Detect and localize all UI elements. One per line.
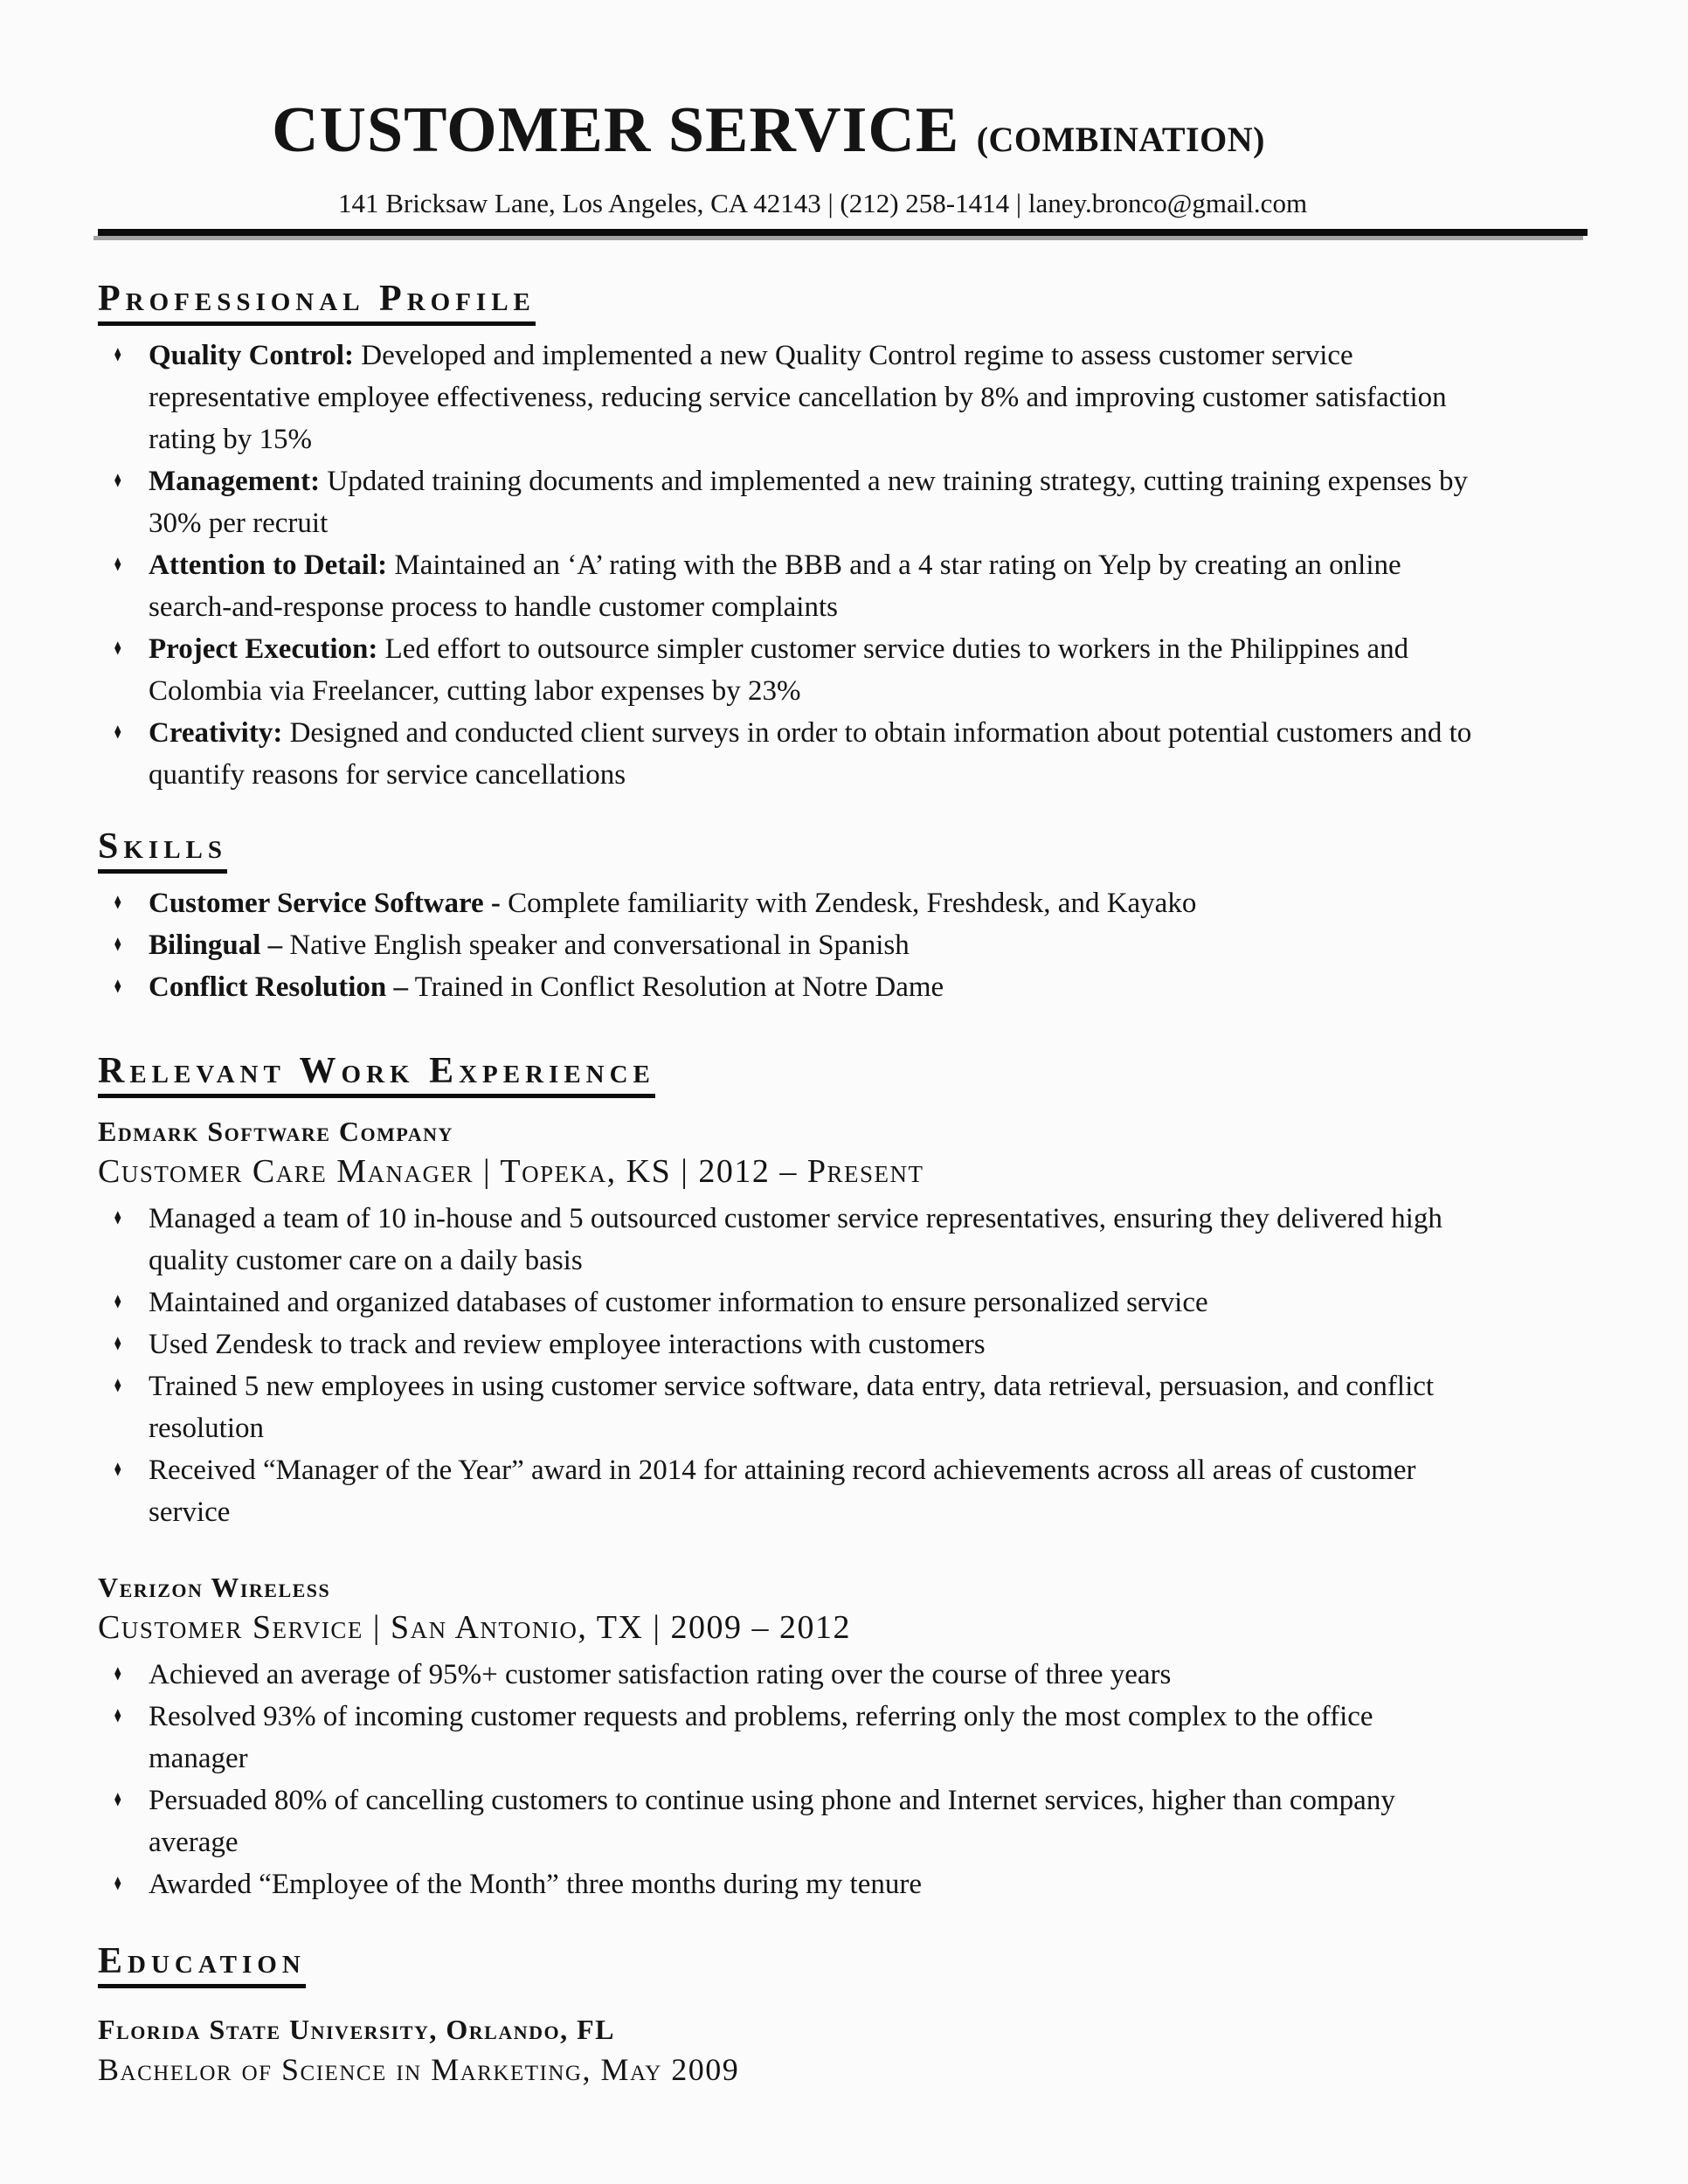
list-item: [98, 1198, 1588, 1282]
diamond-bullet-icon: ♦: [113, 1790, 123, 1812]
company-name: Edmark Software Company: [98, 1116, 453, 1148]
bullet-lead: Customer Service Software -: [149, 888, 501, 920]
job-verizon-wireless: [98, 1568, 1588, 1905]
section-heading-relevant-work-experience: Relevant Work Experience: [98, 1050, 655, 1098]
diamond-bullet-icon: ♦: [113, 893, 123, 915]
diamond-bullet-icon: ♦: [113, 722, 123, 744]
diamond-bullet-icon: ♦: [113, 1460, 123, 1482]
resume-header: [98, 94, 1588, 236]
diamond-bullet-icon: ♦: [113, 1664, 123, 1686]
list-item: [98, 1282, 1588, 1324]
list-item: [98, 1696, 1588, 1780]
bullet-marker: [98, 628, 149, 670]
list-item: [98, 1863, 1588, 1905]
job-meta: Customer Care Manager | Topeka, KS | 2012 – Present: [98, 1153, 924, 1191]
list-item: [98, 1780, 1588, 1863]
section-heading-education: Education: [98, 1940, 306, 1988]
list-item: [98, 460, 1588, 544]
bullet-lead: Bilingual –: [149, 930, 283, 962]
degree-line: Bachelor of Science in Marketing, May 2009: [98, 2052, 740, 2088]
bullet-body: Maintained an ‘A’ rating with the BBB and a 4 star rating on Yelp by creating an online search-and-response process to handle customer complaints: [149, 549, 1401, 624]
bullet-text: Managed a team of 10 in-house and 5 outsourced customer service representatives, ensuring they delivered high quality customer care on a daily basis: [149, 1203, 1442, 1277]
bullet-body: Trained in Conflict Resolution at Notre Dame: [414, 971, 944, 1004]
bullet-marker: [98, 335, 149, 377]
bullet-marker: [98, 966, 149, 1008]
bullet-text: [149, 712, 1477, 796]
bullet-text: [149, 882, 1196, 924]
section-professional-profile: [98, 278, 1588, 796]
bullet-marker: [98, 882, 149, 924]
diamond-bullet-icon: ♦: [113, 1874, 123, 1896]
bullet-marker: [98, 1282, 149, 1324]
bullet-text: Resolved 93% of incoming customer requests and problems, referring only the most complex to the office manager: [149, 1701, 1373, 1775]
bullet-text: [149, 460, 1477, 544]
list-item: [98, 1365, 1588, 1449]
header-rule: [98, 229, 1588, 236]
bullet-lead: Creativity:: [149, 717, 283, 750]
section-heading-skills: Skills: [98, 826, 227, 874]
section-skills: [98, 826, 1588, 1008]
company-name: Verizon Wireless: [98, 1572, 331, 1604]
bullet-marker: [98, 1696, 149, 1738]
header-rule-shadow: [93, 236, 1583, 240]
diamond-bullet-icon: ♦: [113, 471, 123, 493]
bullet-body: Developed and implemented a new Quality Control regime to assess customer service representative employee effectiveness, reducing service cancellation by 8% and improving customer satisfaction rating by 15%: [149, 340, 1447, 456]
bullet-body: Designed and conducted client surveys in order to obtain information about potential customers and to quantify reasons for service cancellations: [149, 717, 1472, 791]
bullet-text: [149, 966, 944, 1008]
job-meta: Customer Service | San Antonio, TX | 2009 – 2012: [98, 1609, 851, 1647]
bullet-text: Trained 5 new employees in using customer service software, data entry, data retrieval, persuasion, and conflict resolution: [149, 1371, 1435, 1445]
diamond-bullet-icon: ♦: [113, 935, 123, 957]
diamond-bullet-icon: ♦: [113, 1706, 123, 1728]
profile-bullet-list: [98, 335, 1588, 796]
section-heading-professional-profile: Professional Profile: [98, 278, 536, 326]
list-item: [98, 882, 1588, 924]
diamond-bullet-icon: ♦: [113, 1292, 123, 1314]
list-item: [98, 712, 1588, 796]
bullet-text: Awarded “Employee of the Month” three months during my tenure: [149, 1869, 922, 1901]
bullet-marker: [98, 712, 149, 754]
bullet-text: [149, 335, 1477, 460]
list-item: [98, 335, 1588, 460]
bullet-text: [149, 628, 1477, 712]
bullet-marker: [98, 1198, 149, 1240]
list-item: [98, 1654, 1588, 1696]
bullet-lead: Management:: [149, 466, 321, 498]
bullet-body: Complete familiarity with Zendesk, Freshdesk, and Kayako: [508, 888, 1197, 920]
section-education: [98, 1940, 1588, 2091]
job-bullet-list: [98, 1654, 1588, 1905]
bullet-marker: [98, 1324, 149, 1365]
bullet-marker: [98, 924, 149, 966]
diamond-bullet-icon: ♦: [113, 1334, 123, 1356]
section-relevant-work-experience: [98, 1050, 1588, 1905]
resume-title-text: CUSTOMER SERVICE: [272, 94, 960, 166]
diamond-bullet-icon: ♦: [113, 639, 123, 660]
list-item: [98, 628, 1588, 712]
diamond-bullet-icon: ♦: [113, 977, 123, 999]
bullet-marker: [98, 1780, 149, 1821]
school-name: Florida State University, Orlando, FL: [98, 2014, 615, 2046]
bullet-text: Used Zendesk to track and review employee interactions with customers: [149, 1329, 986, 1361]
bullet-body: Led effort to outsource simpler customer service duties to workers in the Philippines and Colombia via Freelancer, cutting labor expenses by 23%: [149, 633, 1409, 708]
bullet-lead: Project Execution:: [149, 633, 378, 666]
bullet-body: Updated training documents and implemented a new training strategy, cutting training expenses by 30% per recruit: [149, 466, 1468, 540]
bullet-body: Native English speaker and conversational in Spanish: [289, 930, 910, 962]
job-bullet-list: [98, 1198, 1588, 1533]
diamond-bullet-icon: ♦: [113, 1208, 123, 1230]
bullet-marker: [98, 1863, 149, 1905]
bullet-lead: Quality Control:: [149, 340, 354, 372]
job-edmark-software-company: [98, 1112, 1588, 1533]
bullet-marker: [98, 1365, 149, 1407]
diamond-bullet-icon: ♦: [113, 345, 123, 367]
skills-bullet-list: [98, 882, 1588, 1008]
bullet-text: [149, 924, 910, 966]
list-item: [98, 1449, 1588, 1533]
resume-title: [24, 94, 1513, 166]
contact-line: 141 Bricksaw Lane, Los Angeles, CA 42143 | (212) 258-1414 | laney.bronco@gmail.com: [337, 188, 1308, 219]
bullet-marker: [98, 1654, 149, 1696]
list-item: [98, 924, 1588, 966]
diamond-bullet-icon: ♦: [113, 555, 123, 577]
resume-title-suffix: (COMBINATION): [976, 120, 1265, 159]
list-item: [98, 1324, 1588, 1365]
list-item: [98, 544, 1588, 628]
bullet-text: Persuaded 80% of cancelling customers to continue using phone and Internet services, higher than company average: [149, 1785, 1395, 1859]
bullet-text: Maintained and organized databases of customer information to ensure personalized service: [149, 1287, 1208, 1319]
bullet-lead: Conflict Resolution –: [149, 971, 408, 1004]
bullet-marker: [98, 544, 149, 586]
list-item: [98, 966, 1588, 1008]
bullet-marker: [98, 460, 149, 502]
bullet-text: Achieved an average of 95%+ customer satisfaction rating over the course of three years: [149, 1659, 1172, 1691]
bullet-text: [149, 544, 1477, 628]
bullet-text: Received “Manager of the Year” award in 2014 for attaining record achievements across all areas of customer service: [149, 1455, 1416, 1529]
diamond-bullet-icon: ♦: [113, 1376, 123, 1398]
bullet-lead: Attention to Detail:: [149, 549, 388, 582]
bullet-marker: [98, 1449, 149, 1491]
